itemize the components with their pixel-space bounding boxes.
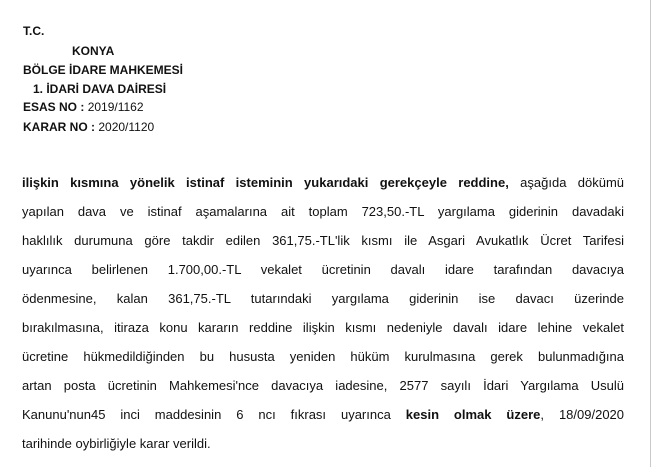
text-fragment: bırakılmasına, itiraza konu kararın reddine ilişkin kısmı nedeniyle davalı idare lehine vekalet: [22, 320, 624, 335]
paragraph-line: [22, 197, 624, 226]
bold-text-fragment: kesin olmak üzere: [405, 407, 541, 422]
paragraph-line: [22, 429, 624, 458]
paragraph-line: [22, 255, 624, 284]
karar-no-value: 2020/1120: [98, 120, 155, 134]
paragraph-line: [22, 400, 624, 429]
paragraph-line: [22, 342, 624, 371]
esas-no-row: [23, 100, 144, 114]
esas-no-label: ESAS NO :: [23, 100, 85, 114]
karar-no-row: [23, 120, 154, 134]
paragraph-line: [22, 168, 624, 197]
paragraph-line: [22, 284, 624, 313]
text-fragment: yapılan dava ve istinaf aşamalarına ait toplam 723,50.-TL yargılama giderinin davadaki: [22, 204, 624, 219]
country-label: T.C.: [23, 24, 45, 38]
text-fragment: artan posta ücretinin Mahkemesi'nce davacıya iadesine, 2577 sayılı İdari Yargılama Usulü: [22, 378, 624, 393]
text-fragment: haklılık durumuna göre takdir edilen 361,75.-TL'lik kısmı ile Asgari Avukatlık Ücret Tarifesi: [22, 233, 624, 248]
page-edge-line: [650, 0, 651, 467]
text-fragment: aşağıda dökümü: [508, 175, 624, 190]
esas-no-value: 2019/1162: [87, 100, 144, 114]
bold-text-fragment: ilişkin kısmına yönelik istinaf isteminin yukarıdaki gerekçeyle reddine,: [22, 175, 509, 190]
text-fragment: uyarınca belirlenen 1.700,00.-TL vekalet ücretinin davalı idare tarafından davacıya: [22, 262, 624, 277]
text-fragment: tarihinde oybirliğiyle karar verildi.: [22, 436, 211, 451]
karar-no-label: KARAR NO :: [23, 120, 95, 134]
text-fragment: ücretine hükmedildiğinden bu hususta yeniden hüküm kurulmasına gerek bulunmadığına: [22, 349, 624, 364]
city-label: KONYA: [72, 44, 115, 58]
text-fragment: Kanunu'nun45 inci maddesinin 6 ncı fıkrası uyarınca: [22, 407, 406, 422]
paragraph-line: [22, 313, 624, 342]
chamber-name: 1. İDARİ DAVA DAİRESİ: [33, 82, 167, 96]
court-name: BÖLGE İDARE MAHKEMESİ: [23, 63, 184, 77]
paragraph-line: [22, 226, 624, 255]
text-fragment: ödenmesine, kalan 361,75.-TL tutarındaki yargılama giderinin ise davacı üzerinde: [22, 291, 624, 306]
text-fragment: , 18/09/2020: [540, 407, 625, 422]
paragraph-line: [22, 371, 624, 400]
decision-paragraph: [22, 168, 624, 458]
